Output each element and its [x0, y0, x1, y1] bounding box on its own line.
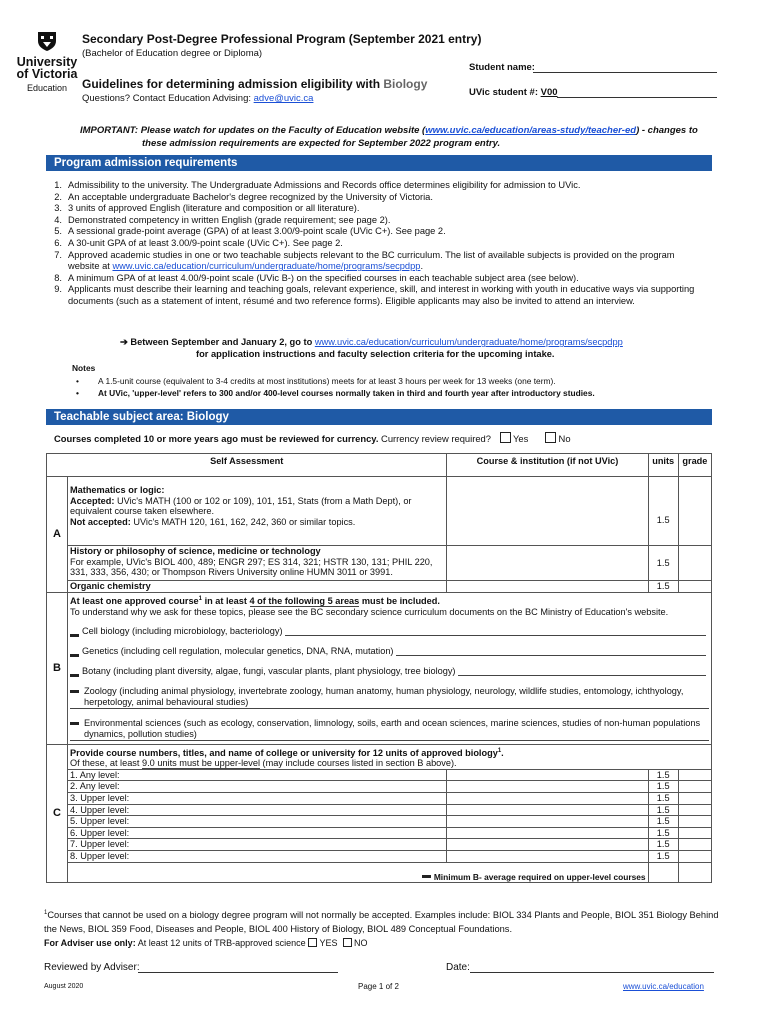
adviser-no-checkbox[interactable] — [343, 938, 352, 947]
header-course: Course & institution (if not UVic) — [447, 454, 648, 477]
math-not-label: Not accepted: — [70, 516, 131, 527]
guidelines-title — [82, 77, 427, 91]
header-grade: grade — [678, 454, 711, 477]
c-intro2-c: (may include courses listed in section B above). — [260, 758, 457, 769]
c-intro-text: Provide course numbers, titles, and name of college or university for 12 units of approved biology — [70, 747, 498, 758]
c-minimum-note — [68, 872, 649, 883]
c-row-label: 7. Upper level: — [68, 839, 447, 851]
table-row — [47, 781, 712, 793]
course-input-cell[interactable] — [447, 793, 648, 805]
b-area-line — [458, 675, 707, 676]
secpdpp-link[interactable]: www.uvic.ca/education/curriculum/undergraduate/home/programs/secpdpp — [112, 261, 421, 272]
currency-yes-checkbox[interactable] — [500, 432, 511, 443]
self-assessment-table — [46, 453, 712, 883]
section-b-cell — [68, 592, 712, 744]
course-input-cell[interactable] — [447, 546, 648, 581]
section-c-letter: C — [47, 744, 68, 882]
checkbox-icon — [70, 690, 79, 693]
currency-no-label: No — [558, 433, 571, 444]
table-row — [47, 872, 712, 883]
table-row — [47, 546, 712, 581]
header-units: units — [648, 454, 678, 477]
currency-question: Currency review required? — [378, 433, 491, 444]
requirement-number: 6. — [54, 237, 62, 248]
requirement-item — [48, 273, 710, 285]
units-value: 1.5 — [648, 581, 678, 593]
grade-input-cell[interactable] — [678, 851, 711, 863]
requirement-number: 9. — [54, 284, 62, 295]
requirement-number: 1. — [54, 180, 62, 190]
advising-email-link[interactable]: adve@uvic.ca — [253, 93, 314, 104]
math-accepted-text: UVic's MATH (100 or 102 or 109), 101, 151, Stats (from a Math Dept), or equivalent course taken elsewhere. — [70, 495, 412, 517]
math-not-text: UVic's MATH 120, 161, 162, 242, 360 or similar topics. — [130, 516, 356, 527]
requirement-text: A minimum GPA of at least 4.00/9-point scale (UVic B-) on the specified courses in each teachable subject area (see below). — [68, 272, 579, 283]
requirement-number: 5. — [54, 226, 62, 237]
c-row-label: 2. Any level: — [68, 781, 447, 793]
organic-chem-cell: Organic chemistry — [68, 581, 447, 593]
requirement-text: Approved academic studies in one or two teachable subjects relevant to the BC curriculum. The list of available subjects is provided on the program — [68, 249, 675, 260]
admission-heading: Program admission requirements — [46, 155, 712, 171]
requirement-text: 3 units of approved English (literature and composition or all literature). — [68, 203, 360, 214]
table-row — [47, 581, 712, 593]
requirement-number: 3. — [54, 203, 62, 214]
c-intro2 — [70, 758, 709, 769]
math-not-accepted — [70, 517, 444, 528]
b-intro-b: in at least — [202, 595, 250, 606]
requirement-text: Demonstrated competency in written English (grade requirement; see page 2). — [68, 214, 391, 225]
program-title: Secondary Post-Degree Professional Program (September 2021 entry) — [82, 32, 482, 46]
grade-input-cell[interactable] — [678, 477, 711, 546]
c-spacer — [68, 862, 649, 872]
checkbox-icon — [70, 674, 79, 677]
course-input-cell[interactable] — [447, 477, 648, 546]
b-area-zoology[interactable] — [70, 686, 709, 709]
crest-icon — [36, 30, 58, 52]
goto-link[interactable]: www.uvic.ca/education/curriculum/undergraduate/home/programs/secpdpp — [314, 337, 623, 347]
checkbox-icon — [70, 654, 79, 657]
requirement-7-period: . — [420, 261, 424, 272]
requirement-item — [48, 203, 710, 215]
requirement-item — [48, 250, 710, 273]
units-value: 1.5 — [648, 781, 678, 793]
c-intro2-b: 9.0 units must be upper-level — [142, 758, 260, 769]
section-b-letter: B — [47, 592, 68, 744]
uvic-logo — [16, 30, 78, 93]
requirement-item — [48, 180, 710, 192]
math-accepted-label: Accepted: — [70, 495, 115, 506]
table-row — [47, 744, 712, 769]
requirement-text: Applicants must describe their learning and teaching goals, relevant experience, skill, and interest in working with youth in educative ways via supporting documents (such as a statement of intent, résumé and two reference forms). Eligible applicants may also be invited to attend an interview. — [68, 284, 695, 306]
b-area-label: Botany (including plant diversity, algae, fungi, vascular plants, plant physiology, tree biology) — [82, 665, 456, 676]
grade-input-cell[interactable] — [678, 816, 711, 828]
table-row — [47, 769, 712, 781]
table-row — [47, 816, 712, 828]
currency-no-checkbox[interactable] — [545, 432, 556, 443]
note-item: • A 1.5-unit course (equivalent to 3-4 credits at most institutions) meets for at least 3 hours per week for 13 weeks (one term). — [72, 375, 712, 387]
units-value: 1.5 — [648, 804, 678, 816]
section-b-intro2: To understand why we ask for these topics, please see the BC secondary science curriculum documents on the BC Ministry of Education's website. — [70, 606, 669, 617]
math-cell — [68, 477, 447, 546]
requirement-7-cont: website at — [68, 261, 113, 272]
history-title: History or philosophy of science, medicine or technology — [70, 546, 321, 556]
table-row — [47, 862, 712, 872]
requirement-text: Admissibility to the university. The Undergraduate Admissions and Records office determines eligibility for admission to UVic. — [68, 180, 581, 190]
date-field[interactable] — [470, 972, 714, 973]
footnote-text: Courses that cannot be used on a biology degree program will not normally be accepted. Examples include: BIOL 334 Plants and People, BIOL 351 Biology Behind the News, BIOL 359 Food, Diseases and People, BIOL 400 History of Biology, BIOL 489 Conceptual Foundations. — [44, 910, 719, 935]
grade-input-cell[interactable] — [678, 781, 711, 793]
requirement-item — [48, 192, 710, 204]
requirement-number: 8. — [54, 272, 62, 283]
b-area-line — [396, 655, 707, 656]
course-input-cell[interactable] — [447, 851, 648, 863]
course-input-cell[interactable] — [447, 781, 648, 793]
b-intro-sup: 1 — [198, 595, 203, 602]
b-area-label: Environmental sciences (such as ecology, conservation, limnology, soils, earth and ocean sciences, marine sciences, studies of non-human populations dynamics, pollution studies) — [84, 717, 701, 739]
c-intro-sup: 1 — [497, 747, 502, 754]
table-row — [47, 793, 712, 805]
table-row — [47, 839, 712, 851]
grade-input-cell[interactable] — [678, 793, 711, 805]
logo-line-victoria: of Victoria — [16, 67, 78, 81]
units-value: 1.5 — [648, 827, 678, 839]
goto-prefix: Between September and January 2, go to — [130, 337, 315, 347]
table-row — [47, 827, 712, 839]
c-row-label: 3. Upper level: — [68, 793, 447, 805]
grade-input-cell[interactable] — [678, 827, 711, 839]
grade-input-cell[interactable] — [678, 546, 711, 581]
requirement-text: A 30-unit GPA of at least 3.00/9-point scale (UVic C+). See page 2. — [68, 237, 343, 248]
section-c-intro-cell — [68, 744, 712, 769]
requirement-text: An acceptable undergraduate Bachelor's degree recognized by the University of Victoria. — [68, 191, 433, 202]
c-row-label: 6. Upper level: — [68, 827, 447, 839]
c-minimum-units — [648, 872, 678, 883]
course-input-cell[interactable] — [447, 839, 648, 851]
b-area-line — [285, 635, 706, 636]
course-input-cell[interactable] — [447, 804, 648, 816]
student-number-label — [469, 87, 558, 98]
course-input-cell[interactable] — [447, 581, 648, 593]
b-area-genetics[interactable] — [70, 646, 706, 657]
requirement-item — [48, 284, 710, 307]
program-subtitle: (Bachelor of Education degree or Diploma) — [82, 48, 263, 59]
requirement-item — [48, 238, 710, 250]
logo-line-university: University — [16, 55, 78, 69]
table-row — [47, 804, 712, 816]
guidelines-prefix: Guidelines for determining admission eligibility with — [82, 77, 384, 91]
grade-input-cell[interactable] — [678, 839, 711, 851]
currency-review — [54, 432, 571, 444]
table-header-row — [47, 454, 712, 477]
b-intro-d: must be included. — [359, 595, 440, 606]
questions-text: Questions? Contact Education Advising: — [82, 93, 254, 104]
logo-line-education: Education — [26, 83, 68, 93]
goto-line2: for application instructions and faculty selection criteria for the upcoming intake. — [196, 349, 555, 359]
table-row — [47, 592, 712, 744]
c-minimum-text: Minimum B- average required on upper-level courses — [433, 871, 646, 882]
c-row-label: 5. Upper level: — [68, 816, 447, 828]
course-input-cell[interactable] — [447, 816, 648, 828]
section-a-letter: A — [47, 477, 68, 593]
footnote — [44, 906, 720, 936]
reviewed-by-field[interactable] — [138, 972, 338, 973]
grade-input-cell[interactable] — [678, 581, 711, 593]
advising-contact — [82, 93, 313, 104]
b-area-label: Zoology (including animal physiology, invertebrate zoology, human anatomy, human physiology, neurology, wildlife studies, entomology, ichthyology, herpetology, animal behavioural studies) — [84, 685, 684, 707]
b-area-botany[interactable] — [70, 666, 706, 677]
b-area-cell-biology[interactable] — [70, 626, 706, 637]
notes-title: Notes — [72, 363, 96, 373]
grade-input-cell[interactable] — [678, 804, 711, 816]
c-row-label: 8. Upper level: — [68, 851, 447, 863]
guidelines-subject: Biology — [383, 77, 428, 91]
section-b-intro — [70, 594, 709, 607]
footnote-sup: 1 — [44, 910, 48, 916]
important-part1: IMPORTANT: Please watch for updates on the Faculty of Education website ( — [80, 125, 426, 136]
units-value: 1.5 — [648, 546, 678, 581]
requirement-text: A sessional grade-point average (GPA) of at least 3.00/9-point scale (UVic C+). See page 2. — [68, 226, 446, 237]
grade-input-cell[interactable] — [678, 769, 711, 781]
table-row — [47, 477, 712, 546]
reviewed-by-label: Reviewed by Adviser: — [44, 962, 140, 973]
math-accepted — [70, 496, 444, 517]
c-row-label: 4. Upper level: — [68, 804, 447, 816]
b-area-label: Cell biology (including microbiology, bacteriology) — [82, 625, 283, 636]
table-row — [47, 851, 712, 863]
footer-page: Page 1 of 2 — [358, 982, 399, 991]
adviser-check — [44, 938, 368, 948]
teacher-ed-link[interactable]: www.uvic.ca/education/areas-study/teacher-ed — [425, 125, 637, 136]
student-name-field[interactable] — [533, 72, 717, 73]
checkbox-icon[interactable] — [422, 875, 431, 878]
c-intro — [70, 746, 709, 759]
requirement-item — [48, 226, 710, 238]
units-value: 1.5 — [648, 851, 678, 863]
requirement-number: 4. — [54, 214, 62, 225]
date-label: Date: — [446, 962, 470, 973]
adviser-yes-checkbox[interactable] — [308, 938, 317, 947]
b-area-label: Genetics (including cell regulation, molecular genetics, DNA, RNA, mutation) — [82, 645, 394, 656]
footer-date: August 2020 — [44, 983, 84, 990]
units-value: 1.5 — [648, 769, 678, 781]
student-name-label: Student name: — [469, 62, 535, 73]
important-notice — [80, 124, 720, 150]
adviser-text: At least 12 units of TRB-approved science — [135, 938, 309, 948]
checkbox-icon — [70, 634, 79, 637]
currency-notice: Courses completed 10 or more years ago must be reviewed for currency. — [54, 433, 379, 444]
units-value: 1.5 — [648, 477, 678, 546]
currency-yes-label: Yes — [513, 433, 529, 444]
units-value: 1.5 — [648, 816, 678, 828]
c-spacer-grade — [678, 862, 711, 872]
header-self-assessment: Self Assessment — [47, 454, 447, 477]
c-minimum-grade[interactable] — [678, 872, 711, 883]
student-number-field[interactable] — [557, 97, 717, 98]
important-part2: ) - changes to — [636, 125, 698, 136]
course-input-cell[interactable] — [447, 769, 648, 781]
b-area-environmental[interactable] — [70, 718, 709, 741]
c-intro-end: . — [501, 747, 504, 758]
c-spacer-units — [648, 862, 678, 872]
units-value: 1.5 — [648, 839, 678, 851]
arrow-right-icon: ➔ — [120, 337, 128, 347]
admission-requirements-list — [48, 180, 710, 308]
course-input-cell[interactable] — [447, 827, 648, 839]
requirement-number: 2. — [54, 191, 62, 202]
adviser-label: For Adviser use only: — [44, 938, 136, 948]
c-intro2-a: Of these, at least — [70, 758, 143, 769]
history-text: For example, UVic's BIOL 400, 489; ENGR 297; ES 314, 321; HSTR 130, 131; PHIL 220, 331, 333, 356, 430; or Thompson Rivers University online HUMN 3011 or 3991. — [70, 556, 433, 578]
footer-url-link[interactable]: www.uvic.ca/education — [623, 982, 704, 991]
note-item: • At UVic, 'upper-level' refers to 300 and/or 400-level courses normally taken in third and fourth year after introductory studies. — [72, 387, 712, 399]
notes-section — [72, 363, 712, 399]
math-title: Mathematics or logic: — [70, 485, 165, 495]
history-cell — [68, 546, 447, 581]
checkbox-icon — [70, 722, 79, 725]
requirement-item — [48, 215, 710, 227]
goto-instructions — [120, 336, 680, 360]
adviser-no-label: NO — [354, 938, 368, 948]
student-number-value: V00 — [540, 87, 558, 98]
teachable-heading: Teachable subject area: Biology — [46, 409, 712, 425]
c-row-label: 1. Any level: — [68, 769, 447, 781]
requirement-number: 7. — [54, 249, 62, 260]
important-line2: these admission requirements are expected for September 2022 program entry. — [142, 138, 501, 149]
units-value: 1.5 — [648, 793, 678, 805]
adviser-yes-label: YES — [319, 938, 338, 948]
student-number-label-text: UVic student #: — [469, 87, 541, 98]
b-intro-a: At least one approved course — [70, 595, 199, 606]
b-intro-c: 4 of the following 5 areas — [249, 595, 360, 606]
